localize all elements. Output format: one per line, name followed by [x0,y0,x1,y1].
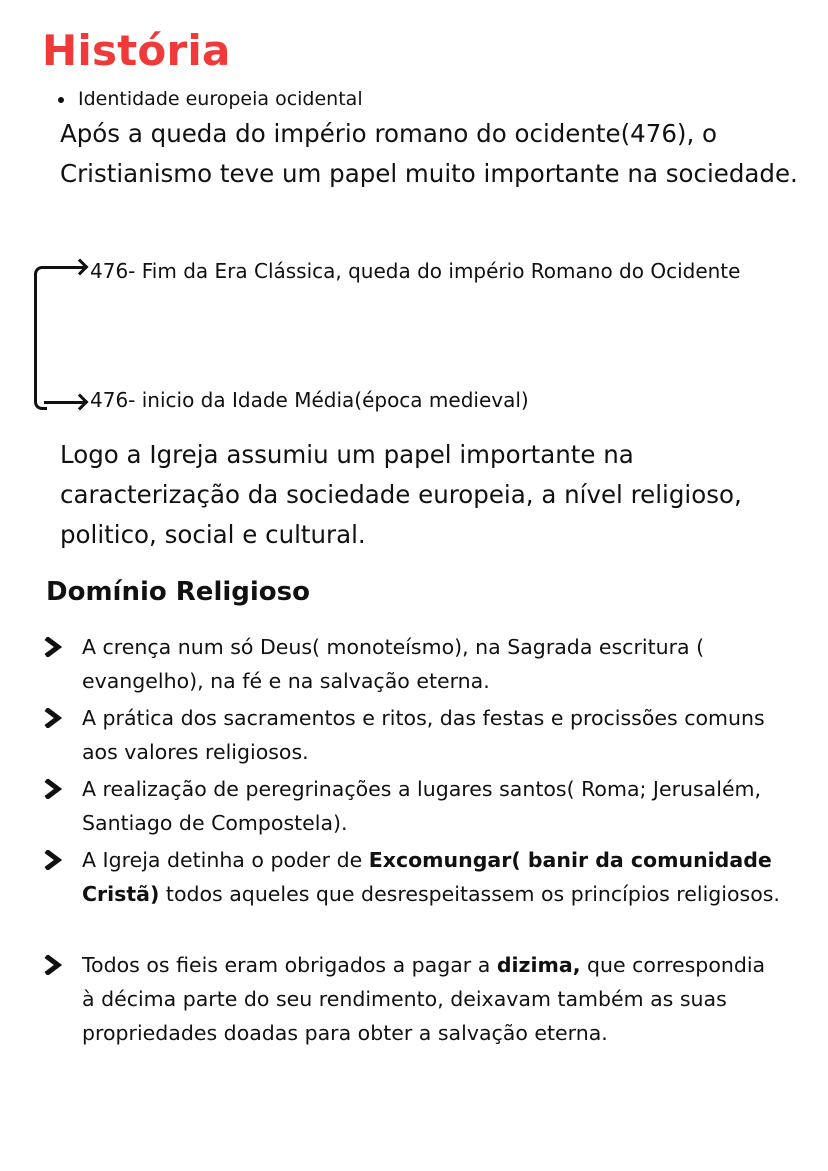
list-item-text: A realização de peregrinações a lugares santos( Roma; Jerusalém, Santiago de Compostela). [82,777,762,835]
subtitle-bullet: Identidade europeia ocidental [78,88,363,110]
chevron-right-icon [42,708,62,728]
timeline-item: 476- inicio da Idade Média(época medieval) [90,388,529,412]
list-item-bold-text: Excomungar( banir da comunidade Cristã) [82,848,772,906]
chevron-right-icon [42,850,62,870]
list-item-text: A Igreja detinha o poder de [82,848,369,872]
list-item [82,843,782,911]
arrow-right-icon [44,266,84,269]
list-item-text: todos aqueles que desrespeitassem os princípios religiosos. [159,882,780,906]
timeline-item: 476- Fim da Era Clássica, queda do império Romano do Ocidente [90,259,741,283]
list-item [82,630,782,698]
intro-paragraph: Após a queda do império romano do ocidente(476), o Cristianismo teve um papel muito importante na sociedade. [60,119,798,188]
list-item [82,948,782,1050]
conclusion-paragraph: Logo a Igreja assumiu um papel importante na caracterização da sociedade europeia, a nível religioso, politico, social e cultural. [60,440,742,549]
list-item [82,772,782,840]
chevron-right-icon [42,955,62,975]
list-item-text: A prática dos sacramentos e ritos, das festas e procissões comuns aos valores religiosos. [82,706,765,764]
chevron-right-icon [42,637,62,657]
section-heading: Domínio Religioso [46,577,310,607]
list-item-text: Todos os fieis eram obrigados a pagar a [82,953,497,977]
page-title: História [42,26,231,75]
list-item-bold-text: dizima, [496,953,581,977]
list-item [82,701,782,769]
arrow-right-icon [44,401,84,404]
list-item-text: A crença num só Deus( monoteísmo), na Sagrada escritura ( evangelho), na fé e na salvação eterna. [82,635,705,693]
timeline-bracket [34,266,47,410]
chevron-right-icon [42,779,62,799]
list-item-text: que correspondia à décima parte do seu rendimento, deixavam também as suas propriedades doadas para obter a salvação eterna. [82,953,766,1045]
